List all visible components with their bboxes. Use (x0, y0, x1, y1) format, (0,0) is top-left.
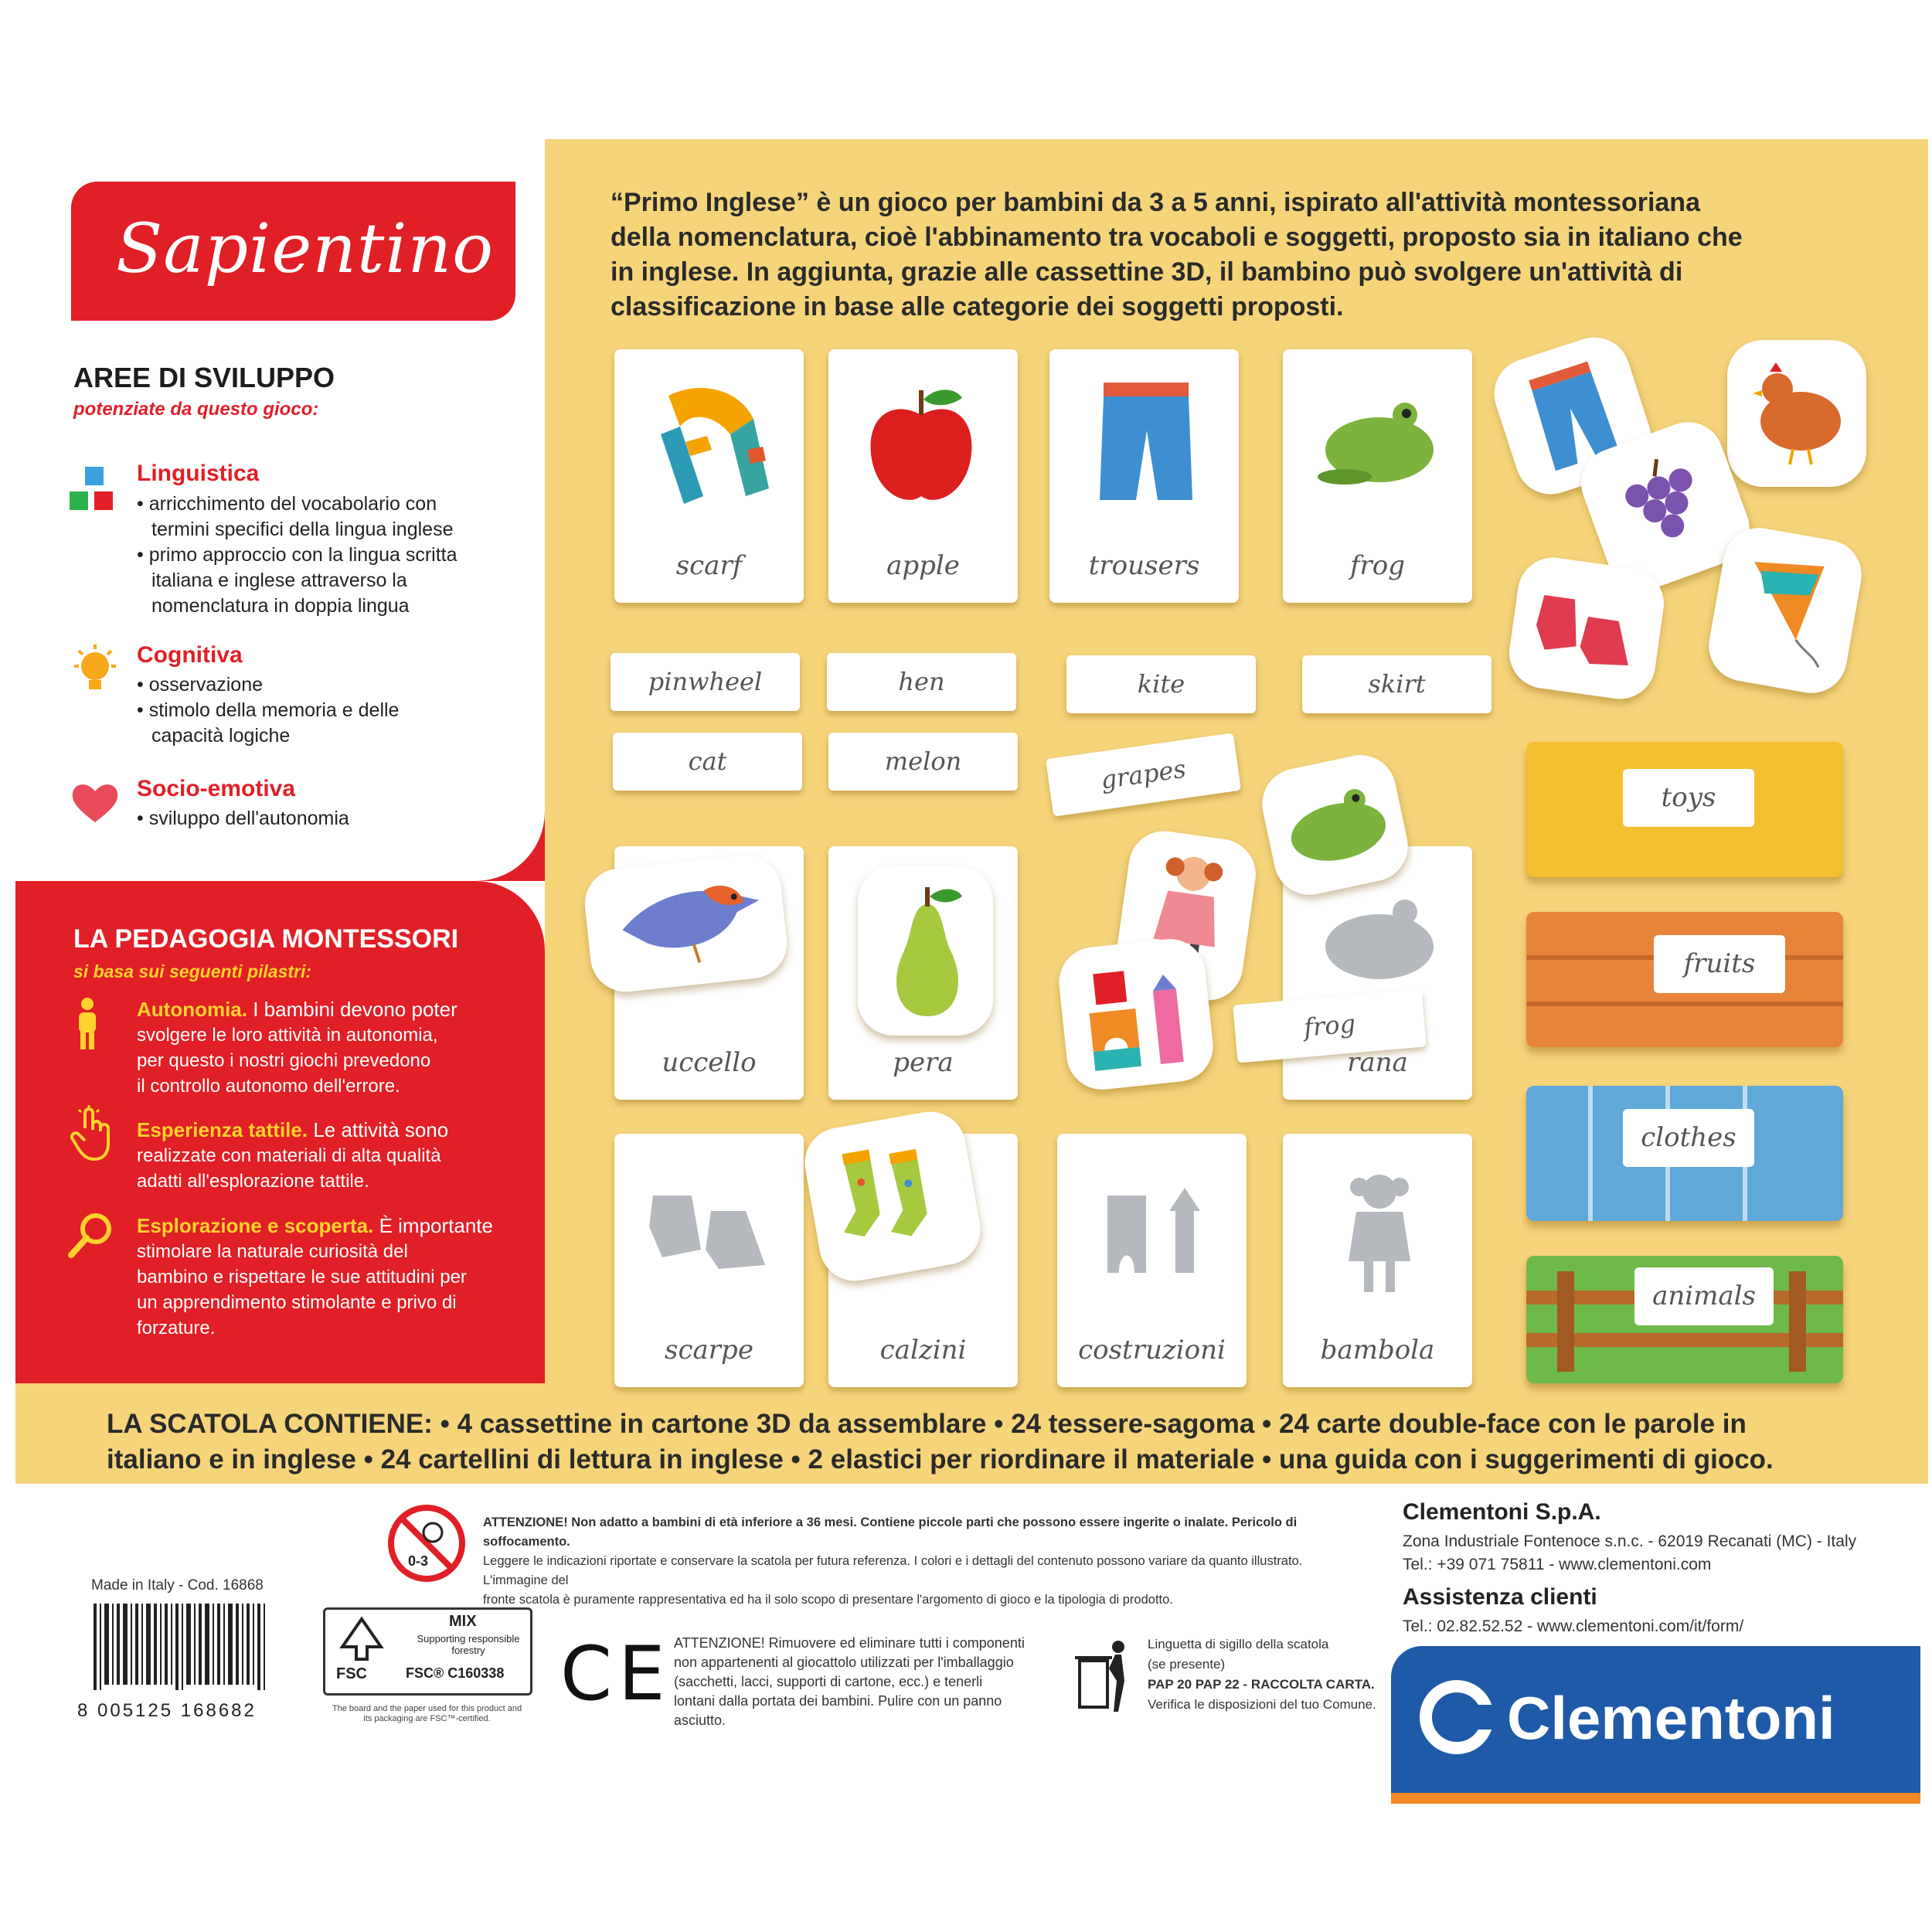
pillar-autonomia-text-4: il controllo autonomo dell'errore. (137, 1076, 400, 1097)
fsc-tree-icon (335, 1616, 389, 1662)
frog-silhouette-icon (1314, 889, 1445, 989)
card-word-scarf: scarf (675, 550, 743, 581)
warning-small-parts-line-3: fronte scatola è puramente rappresentativa ed ha il solo scopo di presentare l'argomento di gioco e la tipologia di prodotto. (483, 1593, 1173, 1607)
fsc-mix: MIX (449, 1613, 477, 1630)
box-contents-line-2: italiano e in inglese • 24 cartellini di lettura in inglese • 2 elastici per riordinare il materiale • una guida con i suggerimenti di gioco. (107, 1444, 1774, 1475)
card-frog (1283, 349, 1472, 603)
pillar-autonomia-text-3: per questo i nostri giochi prevedono (137, 1050, 431, 1071)
linguistica-item-1: • arricchimento del vocabolario con (137, 493, 437, 515)
warning-packaging (674, 1634, 1045, 1730)
montessori-subtitle: si basa sui seguenti pilastri: (73, 961, 312, 981)
tile-blocks[interactable] (1056, 936, 1216, 1094)
tile-pear[interactable] (858, 866, 993, 1036)
shoes-icon (1527, 579, 1646, 678)
card-word-rana: rana (1347, 1047, 1408, 1078)
intro-line-4: classificazione in base alle categorie dei soggetti proposti. (611, 292, 1344, 321)
pillar-autonomia-title: Autonomia. (137, 998, 247, 1021)
shoes-silhouette-icon (645, 1180, 777, 1281)
clementoni-logo-icon (1418, 1679, 1495, 1756)
tile-bird[interactable] (581, 852, 790, 995)
grapes-icon (1604, 443, 1726, 569)
card-word-frog: frog (1349, 550, 1406, 581)
apple-icon (863, 384, 979, 508)
card-trousers (1049, 349, 1239, 603)
recycle-line-2: (se presente) (1148, 1657, 1226, 1672)
intro-line-1: “Primo Inglese” è un gioco per bambini da 3 a 5 anni, ispirato all'attività montessoriana (611, 188, 1700, 217)
warning-small-parts-line-2: Leggere le indicazioni riportate e conservare la scatola per futura referenza. I colori e i dettagli del contenuto possono variare da quanto illustrato. L'immagine del (483, 1554, 1303, 1587)
warning-packaging-line-5: asciutto. (674, 1713, 726, 1728)
assistance-title: Assistenza clienti (1403, 1584, 1597, 1610)
pillar-esplorazione-text-3: bambino e rispettare le sue attitudini per (137, 1267, 467, 1287)
box-clothes[interactable] (1526, 1086, 1843, 1221)
pillar-autonomia-text-2: svolgere le loro attività in autonomia, (137, 1025, 438, 1046)
clementoni-logo (1391, 1646, 1920, 1793)
cognitiva-item-2: • stimolo della memoria e delle (137, 699, 400, 721)
card-costruzioni (1057, 1134, 1247, 1387)
strip-pinwheel[interactable]: pinwheel (611, 653, 800, 711)
warning-small-parts (483, 1513, 1356, 1610)
pillar-esplorazione-text-2: stimolare la naturale curiosità del (137, 1241, 408, 1262)
touch-hand-icon (68, 1105, 114, 1161)
box-contents (107, 1406, 1907, 1478)
recycle-line-1: Linguetta di sigillo della scatola (1148, 1637, 1329, 1651)
card-word-trousers: trousers (1088, 550, 1200, 581)
warning-packaging-line-1: ATTENZIONE! Rimuovere ed eliminare tutti i componenti (674, 1635, 1025, 1651)
fsc-text: FSC (336, 1665, 367, 1682)
warning-packaging-line-2: non appartenenti al giocattolo utilizzati per l'imballaggio (674, 1655, 1014, 1670)
category-cognitiva: Cognitiva (137, 642, 243, 668)
card-scarf (614, 349, 804, 603)
trousers-icon (1096, 376, 1196, 508)
card-word-apple: apple (886, 550, 960, 581)
bird-icon (602, 869, 773, 978)
tile-hen[interactable] (1727, 340, 1866, 487)
aree-title: AREE DI SVILUPPO (73, 362, 335, 393)
card-word-uccello: uccello (662, 1047, 757, 1078)
barcode-number: 8 005125 168682 (77, 1700, 257, 1721)
box-label-fruits: fruits (1654, 935, 1785, 993)
card-word-pera: pera (893, 1047, 954, 1078)
heart-icon (71, 781, 119, 824)
lightbulb-icon (70, 643, 121, 697)
recycle-line-3: PAP 20 PAP 22 - RACCOLTA CARTA. (1148, 1677, 1375, 1692)
recycle-line-4: Verifica le disposizioni del tuo Comune. (1148, 1697, 1376, 1712)
box-fruits[interactable] (1526, 912, 1843, 1047)
intro-line-2: della nomenclatura, cioè l'abbinamento tra vocaboli e soggetti, proposto sia in italiano che (611, 223, 1743, 252)
warning-packaging-line-4: lontani dalla portata dei bambini. Pulire con un panno (674, 1693, 1002, 1709)
linguistica-item-2b: italiana e inglese attraverso la (151, 570, 407, 591)
pillar-tattile-text-2: realizzate con materiali di alta qualità (137, 1145, 441, 1166)
aree-subtitle: potenziate da questo gioco: (73, 399, 319, 420)
box-label-animals: animals (1634, 1267, 1774, 1325)
age-badge: 0-3 (408, 1553, 429, 1569)
magnifier-icon (66, 1212, 114, 1260)
kite-icon (1730, 546, 1841, 676)
tile-kite[interactable] (1703, 522, 1867, 699)
tile-socks[interactable] (799, 1106, 986, 1286)
box-label-clothes: clothes (1623, 1109, 1754, 1167)
strip-kite[interactable]: kite (1066, 655, 1256, 713)
fsc-supporting: Supporting responsible forestry (417, 1633, 520, 1656)
pillar-autonomia-text-1: I bambini devono poter (253, 998, 457, 1021)
category-linguistica: Linguistica (137, 461, 260, 486)
fsc-code: FSC® C160338 (406, 1665, 505, 1681)
age-warning-icon (386, 1503, 468, 1584)
strip-grapes[interactable]: grapes (1046, 733, 1241, 816)
company-name: Clementoni S.p.A. (1403, 1499, 1601, 1525)
cognitiva-item-1: • osservazione (137, 674, 264, 696)
box-toys[interactable] (1526, 742, 1843, 877)
scarf-icon (638, 380, 777, 512)
fsc-label (323, 1607, 532, 1696)
company-tel: Tel.: +39 071 75811 - www.clementoni.com (1403, 1556, 1712, 1573)
strip-skirt[interactable]: skirt (1302, 655, 1492, 713)
pillar-tattile-title: Esperienza tattile. (137, 1118, 308, 1141)
recycle-bin-icon (1070, 1634, 1132, 1719)
cognitiva-item-2b: capacità logiche (151, 725, 291, 747)
box-label-toys: toys (1623, 769, 1754, 827)
pear-icon (881, 881, 974, 1020)
intro-paragraph (611, 185, 1909, 325)
card-apple (828, 349, 1018, 603)
frog-icon (1314, 392, 1445, 492)
socio-emotiva-item-1: • sviluppo dell'autonomia (137, 808, 349, 829)
blocks-icon (1077, 957, 1196, 1076)
strip-cat[interactable]: cat (613, 733, 802, 791)
strip-melon[interactable]: melon (828, 733, 1018, 791)
socks-icon (825, 1129, 960, 1264)
linguistica-item-2c: nomenclatura in doppia lingua (151, 595, 410, 617)
hen-icon (1747, 359, 1847, 468)
clementoni-stripe (1391, 1793, 1920, 1804)
intro-line-3: in inglese. In aggiunta, grazie alle cassettine 3D, il bambino può svolgere un'attività di (611, 257, 1683, 287)
made-in-italy: Made in Italy - Cod. 16868 (91, 1577, 264, 1594)
doll-silhouette-icon (1333, 1168, 1426, 1300)
person-icon (74, 997, 100, 1051)
barcode (89, 1604, 282, 1700)
frog-icon (1272, 773, 1403, 880)
linguistica-item-1b: termini specifici della lingua inglese (151, 519, 454, 540)
pillar-esplorazione-text-4: un apprendimento stimolante e privo di (137, 1292, 457, 1313)
sapientino-logo-text: Sapientino (116, 209, 495, 288)
card-bambola (1283, 1134, 1472, 1387)
blocks-silhouette-icon (1092, 1172, 1216, 1288)
pillar-tattile-text-1: Le attività sono (313, 1118, 449, 1141)
ce-mark: CE (560, 1631, 672, 1717)
card-word-calzini: calzini (879, 1335, 967, 1366)
card-word-bambola: bambola (1320, 1335, 1435, 1366)
recycle-info (1148, 1634, 1403, 1715)
box-contents-line-1: LA SCATOLA CONTIENE: • 4 cassettine in cartone 3D da assemblare • 24 tessere-sagoma • 24 carte double-face con le parole in (107, 1409, 1747, 1439)
strip-hen[interactable]: hen (827, 653, 1016, 711)
card-word-costruzioni: costruzioni (1078, 1335, 1226, 1366)
card-word-scarpe: scarpe (665, 1335, 753, 1366)
card-scarpe (614, 1134, 804, 1387)
company-address: Zona Industriale Fontenoce s.n.c. - 62019 Recanati (MC) - Italy (1403, 1532, 1857, 1550)
pillar-tattile-text-3: adatti all'esplorazione tattile. (137, 1171, 369, 1192)
box-animals[interactable] (1526, 1256, 1843, 1383)
pillar-esplorazione-title: Esplorazione e scoperta. (137, 1214, 374, 1237)
abc-blocks-icon (68, 465, 122, 519)
montessori-title: LA PEDAGOGIA MONTESSORI (73, 924, 459, 954)
category-socio-emotiva: Socio-emotiva (137, 776, 296, 801)
fsc-note: The board and the paper used for this product and its packaging are FSC™-certified. (332, 1704, 522, 1723)
clementoni-logo-text: Clementoni (1507, 1684, 1835, 1752)
linguistica-item-2: • primo approccio con la lingua scritta (137, 544, 457, 566)
warning-small-parts-line-1: ATTENZIONE! Non adatto a bambini di età inferiore a 36 mesi. Contiene piccole parti che possono essere ingerite o inalate. Pericolo di soffocamento. (483, 1515, 1298, 1549)
assistance-contact: Tel.: 02.82.52.52 - www.clementoni.com/it/form/ (1403, 1617, 1744, 1635)
pillar-esplorazione-text-5: forzature. (137, 1318, 216, 1338)
pillar-esplorazione-text-1: È importante (379, 1214, 493, 1237)
strip-frog[interactable]: frog (1233, 988, 1427, 1063)
warning-packaging-line-3: (sacchetti, lacci, supporti di cartone, ecc.) e tenerli (674, 1674, 983, 1689)
tile-shoes[interactable] (1505, 553, 1668, 704)
